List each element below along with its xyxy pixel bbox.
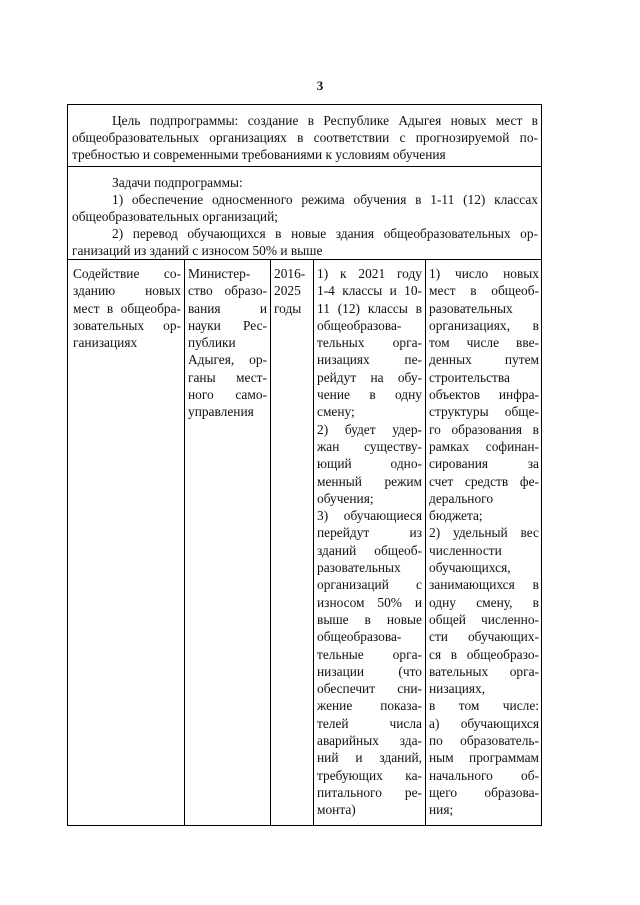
indicators-line: объектов инфра-: [429, 387, 539, 403]
results-line: низации (что: [317, 663, 422, 679]
goal-line-2: общеобразовательных организациях в соответствии с прогнозируемой по-: [72, 130, 538, 145]
indicators-line: ния;: [429, 802, 454, 818]
period-line: 2016-: [274, 266, 306, 281]
results-line: менный режим: [317, 473, 422, 489]
indicators-line: низациях,: [429, 681, 486, 697]
results-line: обучения;: [317, 490, 374, 506]
executor-line: ство образо-: [188, 283, 267, 299]
indicators-line: разовательных: [429, 300, 513, 316]
indicators-line: занимающихся в: [429, 577, 539, 593]
col-divider-4: [425, 259, 426, 826]
col-divider-3: [313, 259, 314, 826]
executor-line: ганы мест-: [188, 369, 267, 385]
row-divider-tasks: [67, 259, 542, 260]
indicators-line: щего образова-: [429, 784, 539, 800]
indicators-line: денных путем: [429, 352, 539, 368]
cell-results: [317, 265, 422, 819]
period-line: 2025: [274, 283, 301, 299]
indicators-line: одну смену, в: [429, 594, 539, 610]
indicators-line: мест в общеоб-: [429, 283, 539, 299]
cell-executor: [188, 265, 267, 421]
indicators-line: рамках софинан-: [429, 438, 539, 454]
measure-line: мест в общеобра-: [73, 300, 181, 316]
col-divider-2: [270, 259, 271, 826]
executor-line: ного само-: [188, 387, 267, 403]
indicators-line: вательных орга-: [429, 663, 539, 679]
results-line: перейдут из: [317, 525, 422, 541]
indicators-line: бюджета;: [429, 508, 483, 524]
indicators-line: ным программам: [429, 750, 539, 766]
executor-line: публики: [188, 335, 236, 351]
measure-line: зданию новых: [73, 283, 181, 299]
results-line: смену;: [317, 404, 355, 420]
task-line-3: 2) перевод обучающихся в новые здания общеобразовательных ор-: [112, 226, 538, 241]
results-line: общеобразова-: [317, 317, 402, 333]
results-line: питального ре-: [317, 784, 422, 800]
indicators-line: организациях, в: [429, 317, 539, 333]
indicators-line: структуры обще-: [429, 404, 539, 420]
measure-line: зовательных ор-: [73, 317, 181, 333]
results-line: тельные орга-: [317, 646, 422, 662]
indicators-line: по образователь-: [429, 733, 539, 749]
results-line: обеспечит сни-: [317, 681, 422, 697]
results-line: 11 (12) классы в: [317, 300, 422, 316]
period-line: годы: [274, 300, 302, 316]
results-line: 3) обучающиеся: [317, 508, 422, 524]
cell-period: [274, 265, 311, 317]
results-line: разовательных: [317, 560, 401, 576]
results-line: чение в одну: [317, 387, 422, 403]
results-line: ющий одно-: [317, 456, 422, 472]
tasks-heading: Задачи подпрограммы:: [112, 175, 243, 190]
results-line: тельных орга-: [317, 335, 422, 351]
indicators-line: а) обучающихся: [429, 715, 539, 731]
results-line: 2) будет удер-: [317, 421, 422, 437]
indicators-line: го образования в: [429, 421, 539, 437]
task-line-2: общеобразовательных организаций;: [72, 209, 278, 224]
results-line: 1-4 классы и 10-: [317, 283, 422, 299]
indicators-line: строительства: [429, 369, 510, 385]
results-line: 1) к 2021 году: [317, 266, 422, 281]
task-line-1: 1) обеспечение односменного режима обучения в 1-11 (12) классах: [112, 192, 538, 207]
results-line: телей числа: [317, 715, 422, 731]
results-line: требующих ка-: [317, 767, 422, 783]
results-line: монта): [317, 802, 356, 818]
executor-line: науки Рес-: [188, 317, 267, 333]
goal-block: [72, 112, 538, 163]
indicators-line: том числе вве-: [429, 335, 539, 351]
results-line: ний и зданий,: [317, 750, 422, 766]
indicators-line: обучающихся,: [429, 560, 511, 576]
results-line: аварийных зда-: [317, 733, 422, 749]
indicators-line: сти обучающих-: [429, 629, 539, 645]
task-line-4: ганизаций из зданий с износом 50% и выше: [72, 243, 323, 258]
results-line: организаций с: [317, 577, 422, 593]
page-number: 3: [316, 78, 324, 93]
results-line: общеобразова-: [317, 629, 402, 645]
executor-line: вания и: [188, 300, 267, 316]
indicators-line: дерального: [429, 490, 494, 506]
results-line: жение показа-: [317, 698, 422, 714]
results-line: износом 50% и: [317, 594, 422, 610]
indicators-line: численности: [429, 542, 502, 558]
col-divider-1: [184, 259, 185, 826]
row-divider-goal: [67, 166, 542, 167]
results-line: зданий общеоб-: [317, 542, 422, 558]
indicators-line: 1) число новых: [429, 266, 539, 281]
goal-line-1: Цель подпрограммы: создание в Республике Адыгея новых мест в: [112, 113, 538, 128]
results-line: низациях пе-: [317, 352, 422, 368]
cell-indicators: [429, 265, 539, 819]
tasks-block: [72, 174, 538, 259]
results-line: жан существу-: [317, 438, 422, 454]
results-line: выше в новые: [317, 611, 422, 627]
goal-line-3: требностью и современными требованиями к условиям обучения: [72, 147, 446, 162]
indicators-line: ся в общеобразо-: [429, 646, 539, 662]
indicators-line: общей численно-: [429, 611, 539, 627]
executor-line: Министер-: [188, 266, 251, 281]
indicators-line: в том числе:: [429, 698, 539, 714]
indicators-line: начального об-: [429, 767, 539, 783]
indicators-line: 2) удельный вес: [429, 525, 539, 541]
cell-measure: [73, 265, 181, 351]
measure-line: ганизациях: [73, 335, 138, 351]
indicators-line: счет средств фе-: [429, 473, 539, 489]
indicators-line: сирования за: [429, 456, 539, 472]
executor-line: управления: [188, 404, 254, 420]
executor-line: Адыгея, ор-: [188, 352, 267, 368]
measure-line: Содействие со-: [73, 266, 181, 281]
results-line: рейдут на обу-: [317, 369, 422, 385]
